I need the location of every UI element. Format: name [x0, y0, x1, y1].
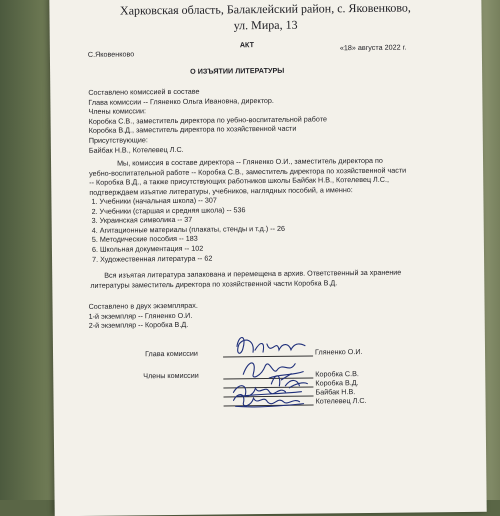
document-place: С.Яковенково	[87, 49, 135, 59]
body-line: -- Коробка В.Д., а также присутствующих работников школы Байбак Н.В., Котелевец Л.С.,	[89, 174, 389, 188]
commission-line: Глава комиссии -- Гляненко Ольга Ивановна, директор.	[88, 95, 274, 107]
commission-section	[88, 85, 327, 155]
member-name: Байбак Н.В.	[315, 387, 356, 397]
item-list	[91, 195, 285, 264]
commission-line: Байбак Н.В., Котелевец Л.С.	[88, 144, 184, 155]
member-handwritten-signature	[229, 390, 309, 411]
document-date: «18» августа 2022 г.	[339, 42, 407, 53]
member-name: Котелевец Л.С.	[315, 395, 367, 406]
commission-line: Коробка С.В., заместитель директора по уебно-воспитательной работе	[88, 114, 327, 126]
head-signature-name: Гляненко О.И.	[314, 347, 363, 357]
document-subject: О ИЗЪЯТИИ ЛИТЕРАТУРЫ	[190, 65, 285, 76]
body-paragraph	[89, 156, 406, 198]
commission-line: Составлено комиссией в составе	[88, 86, 200, 97]
commission-line: Члены комиссии:	[88, 106, 147, 117]
document-sheet	[49, 0, 486, 516]
list-item: 5. Методические пособия -- 183	[91, 234, 198, 245]
list-item: 4. Агитационные материалы (плакаты, стенды и т.д.) -- 26	[91, 223, 286, 235]
commission-line: Коробка В.Д., заместитель директора по хозяйственной части	[88, 124, 297, 136]
body-line: уебно-воспитательной работе -- Коробка С.В., заместитель директора по хозяйственной части	[89, 165, 407, 178]
member-name: Коробка В.Д.	[315, 378, 359, 388]
closing-line: Вся изъятая литература запакована и перемещена в архив. Ответственный за хранение	[104, 267, 402, 280]
members-signature-label: Члены комиссии	[143, 370, 199, 381]
document-type: АКТ	[239, 40, 255, 50]
address-line-1: Харковская область, Балаклейский район, с. Яковенково,	[119, 0, 411, 18]
copies-section	[88, 301, 198, 331]
head-signature-label: Глава комиссии	[144, 348, 198, 359]
list-item: 6. Школьная документация -- 102	[91, 243, 204, 254]
closing-line: литературы заместитель директора по хозяйственной части Коробка В.Д.	[90, 277, 338, 290]
list-item: 2. Учебники (старшая и средняя школа) -- 536	[91, 204, 246, 216]
copies-line: Составлено в двух экземплярах.	[88, 300, 198, 311]
address-line-2: ул. Мира, 13	[233, 17, 298, 33]
copies-line: 2-й экземпляр -- Коробка В.Д.	[88, 320, 189, 331]
body-line: подтверждаем изъятие литературы, учебников, наглядных пособий, а именно:	[89, 184, 353, 197]
commission-line: Присутствующие:	[88, 135, 148, 145]
list-item: 1. Учебники (начальная школа) -- 307	[91, 195, 217, 206]
copies-line: 1-й экземпляр -- Гляненко О.И.	[88, 310, 193, 321]
list-item: 3. Украинская символика -- 37	[91, 214, 193, 226]
member-name: Коробка С.В.	[315, 369, 359, 379]
list-item: 7. Художественная литература -- 62	[91, 253, 213, 264]
body-line: Мы, комиссия в составе директора -- Гляненко О.И., заместитель директора по	[116, 155, 383, 168]
closing-paragraph	[90, 268, 401, 290]
